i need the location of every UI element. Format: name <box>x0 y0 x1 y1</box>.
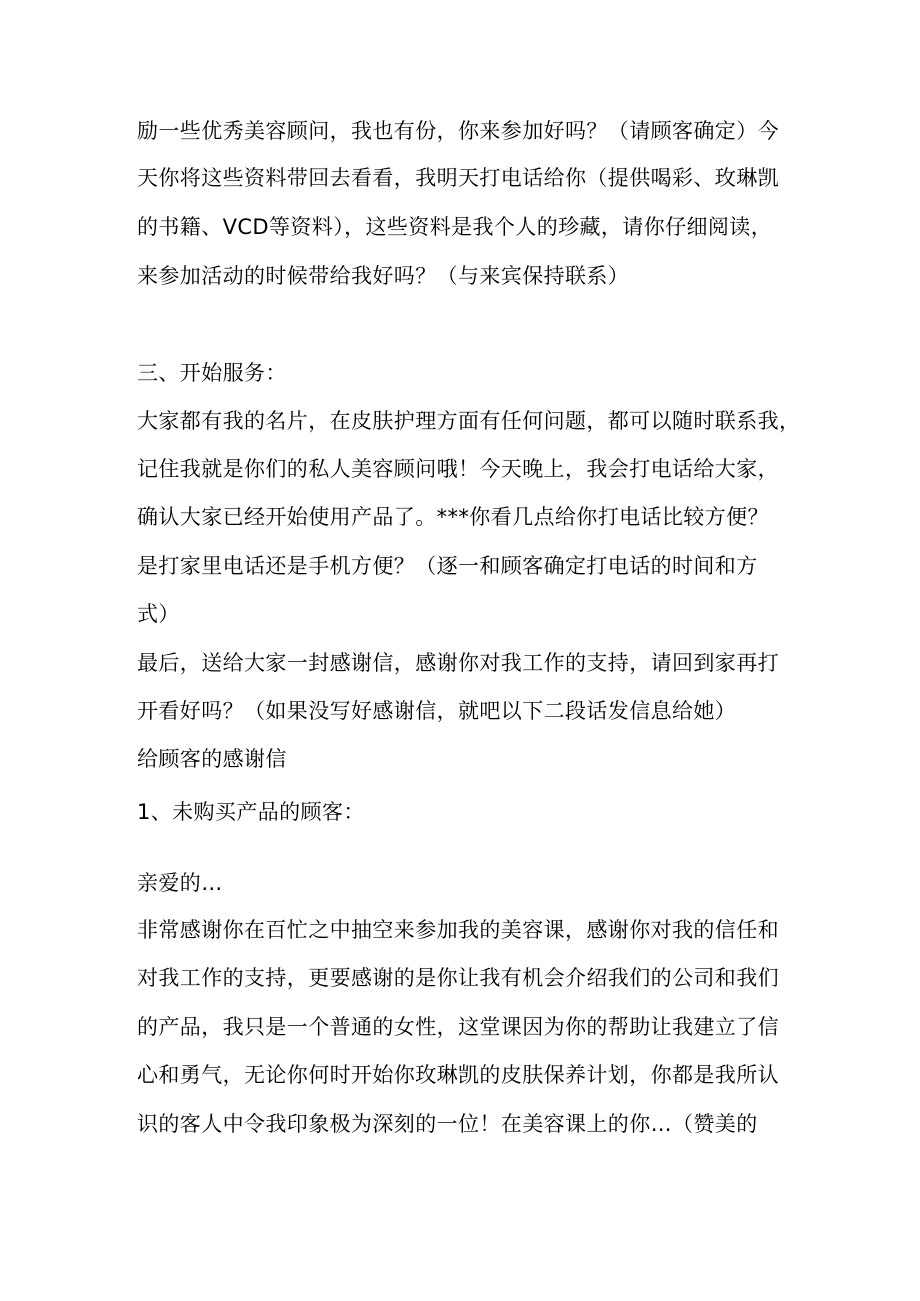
text-line: 识的客人中令我印象极为深刻的一位！在美容课上的你…（赞美的 <box>137 1112 758 1136</box>
text-line: 式） <box>137 602 180 626</box>
text-line: 开看好吗？（如果没写好感谢信，就吧以下二段话发信息给她） <box>137 699 737 723</box>
text-line: 大家都有我的名片，在皮肤护理方面有任何问题，都可以随时联系我， <box>137 409 801 433</box>
text-line: 心和勇气，无论你何时开始你玫琳凯的皮肤保养计划，你都是我所认 <box>137 1063 779 1087</box>
text-line: 非常感谢你在百忙之中抽空来参加我的美容课，感谢你对我的信任和 <box>137 918 779 942</box>
letter-title: 给顾客的感谢信 <box>137 747 287 771</box>
subheading: 1、未购买产品的顾客： <box>137 800 365 824</box>
section-heading: 三、开始服务： <box>137 361 287 385</box>
text-line: 记住我就是你们的私人美容顾问哦！今天晚上，我会打电话给大家， <box>137 457 779 481</box>
greeting: 亲爱的… <box>137 871 223 895</box>
text-line: 的产品，我只是一个普通的女性，这堂课因为你的帮助让我建立了信 <box>137 1015 779 1039</box>
text-line: 的书籍、VCD等资料），这些资料是我个人的珍藏，请你仔细阅读， <box>137 215 773 239</box>
text-line: 对我工作的支持，更要感谢的是你让我有机会介绍我们的公司和我们 <box>137 966 779 990</box>
text-line: 确认大家已经开始使用产品了。***你看几点给你打电话比较方便？ <box>137 505 769 529</box>
text-line: 最后，送给大家一封感谢信，感谢你对我工作的支持，请回到家再打 <box>137 651 779 675</box>
text-line: 天你将这些资料带回去看看，我明天打电话给你（提供喝彩、玫琳凯 <box>137 166 779 190</box>
text-line: 是打家里电话还是手机方便？（逐一和顾客确定打电话的时间和方 <box>137 554 758 578</box>
text-line: 励一些优秀美容顾问，我也有份，你来参加好吗？（请顾客确定）今 <box>137 119 779 143</box>
text-line: 来参加活动的时候带给我好吗？（与来宾保持联系） <box>137 264 630 288</box>
